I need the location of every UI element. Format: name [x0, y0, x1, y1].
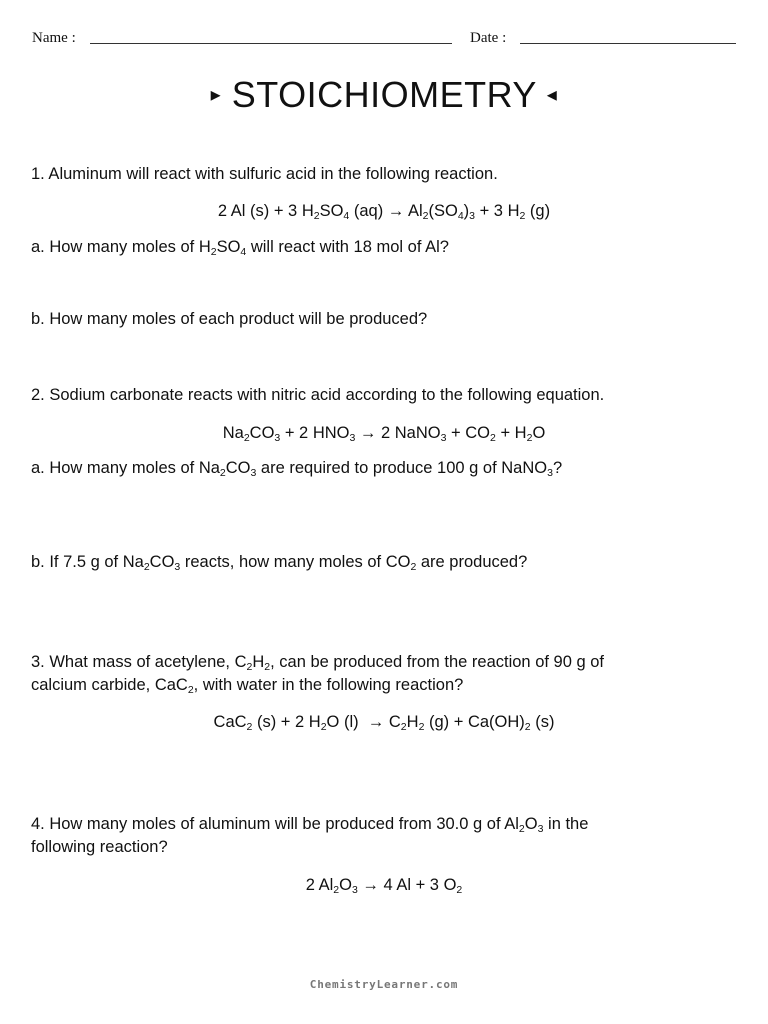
q1-equation: 2 Al (s) + 3 $H_2SO_4$ $(aq) \to Al_2(SO_4)_3 + 3$ $H_2$ (g) — [217, 202, 551, 222]
q2b: b. If 7.5 g of $Na_2CO_3$ reacts, how many moles of $CO_2$ are produced? — [31, 553, 528, 573]
q1a: a. How many moles of $H_2SO_4$ will react with 18 mol of Al? — [31, 238, 449, 258]
q3-line2: calcium carbide, CaC$_2$, with water in the following reaction? — [31, 676, 464, 696]
q4-line2: following reaction? — [31, 838, 168, 856]
page-title — [0, 74, 768, 116]
q2-equation: $Na_2CO_3 + 2$ $HNO_3 \to 2$ NaNO$_3$ + $CO_2 + H_2O$ — [222, 424, 546, 444]
name-label: Name : — [32, 30, 76, 46]
name-line[interactable] — [90, 43, 452, 44]
q2-prompt: 2. Sodium carbonate reacts with nitric acid according to the following equation. — [31, 386, 605, 404]
date-label: Date : — [470, 30, 507, 46]
triangle-left-icon: ◂ — [546, 83, 558, 106]
footer-watermark: ChemistryLearner.com — [309, 978, 459, 991]
header — [32, 30, 736, 52]
q3-line1: 3. What mass of acetylene, $C_2H_2$, can be produced from the reaction of 90 g of — [31, 653, 605, 673]
q1b: b. How many moles of each product will be produced? — [31, 310, 428, 328]
q1-prompt: 1. Aluminum will react with sulfuric acid in the following reaction. — [31, 165, 498, 183]
q2a: a. How many moles of $Na_2CO_3$ are required to produce 100 g of NaNO$_3$? — [31, 459, 563, 479]
q4-equation: 2 $Al_2O_3 \to 4$ Al + 3 $O_2$ — [305, 876, 463, 896]
q3-equation: CaC$_2$ (s) + 2 $H_2O$ $(l) \to C_2H_2$ $(g) + Ca(OH)_2$ (s) — [213, 713, 555, 733]
title-text: STOICHIOMETRY — [231, 74, 537, 115]
date-line[interactable] — [520, 43, 736, 44]
q4-line1: 4. How many moles of aluminum will be produced from 30.0 g of $Al_2O_3$ in the — [31, 815, 589, 835]
triangle-right-icon: ▸ — [210, 83, 222, 106]
